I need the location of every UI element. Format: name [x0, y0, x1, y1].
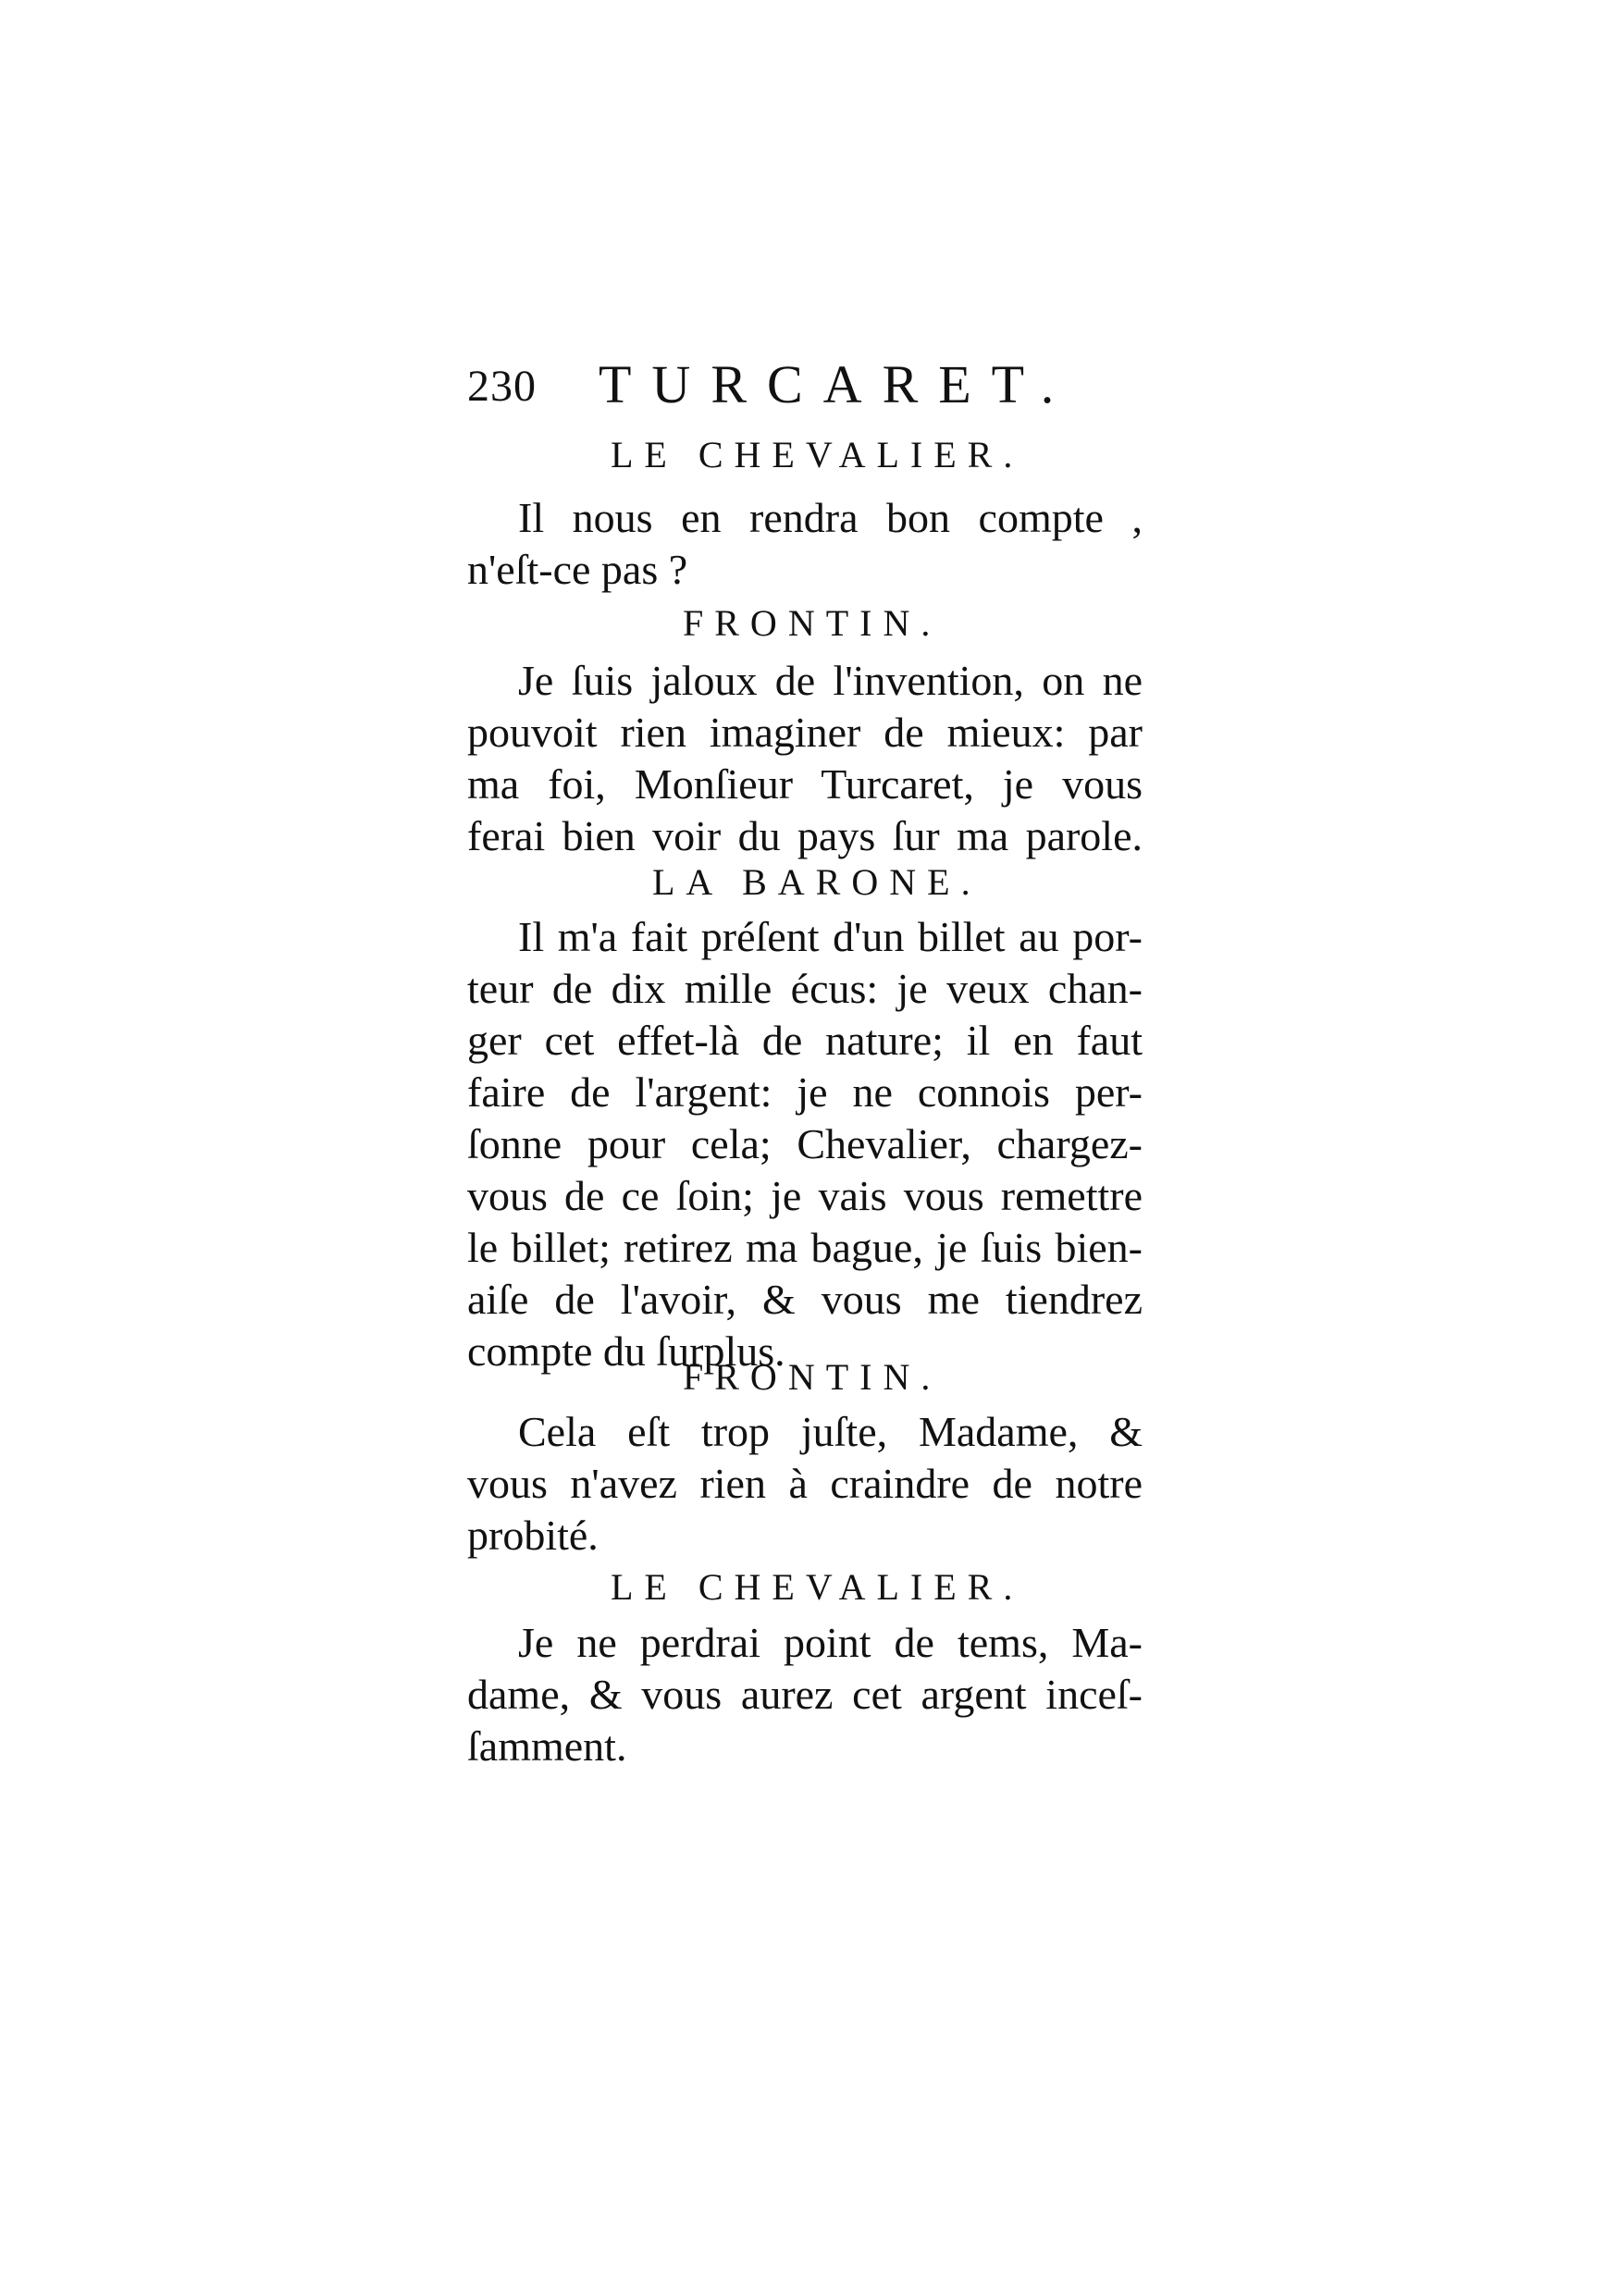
speech-block — [467, 1406, 1143, 1562]
speaker-heading: LA BARONE. — [652, 861, 982, 903]
speech-line: Je ſuis jaloux de l'invention, on ne — [518, 657, 1143, 704]
page-header — [467, 353, 1075, 427]
speech-line: faire de l'argent: je ne connois per- — [467, 1068, 1143, 1116]
speaker-heading: FRONTIN. — [683, 602, 942, 644]
speech-block — [467, 655, 1143, 862]
speech-line: ferai bien voir du pays ſur ma parole. — [467, 812, 1143, 859]
speech-line: teur de dix mille écus: je veux chan- — [467, 965, 1143, 1012]
speaker-heading: LE CHEVALIER. — [611, 1566, 1024, 1608]
speech-block — [467, 492, 1143, 596]
speech-line: pouvoit rien imaginer de mieux: par — [467, 709, 1143, 756]
running-title: TURCARET. — [599, 354, 1075, 414]
speech-line: Cela eſt trop juſte, Madame, & — [518, 1408, 1143, 1455]
speech-line: vous de ce ſoin; je vais vous remettre — [467, 1172, 1143, 1219]
page-number: 230 — [467, 362, 537, 411]
speech-block — [467, 1617, 1143, 1772]
speaker-heading: LE CHEVALIER. — [611, 434, 1024, 475]
speech-line: Il m'a fait préſent d'un billet au por- — [518, 913, 1143, 960]
speech-line: Il nous en rendra bon compte , — [518, 494, 1143, 541]
speech-line: probité. — [467, 1512, 599, 1559]
speaker-heading: FRONTIN. — [683, 1356, 942, 1398]
speech-line: Je ne perdrai point de tems, Ma- — [518, 1619, 1143, 1666]
speech-line: aiſe de l'avoir, & vous me tiendrez — [467, 1276, 1143, 1323]
speech-line: ſonne pour cela; Chevalier, chargez- — [467, 1120, 1143, 1167]
speech-line: dame, & vous aurez cet argent inceſ- — [467, 1671, 1143, 1718]
speech-line: le billet; retirez ma bague, je ſuis bien- — [467, 1224, 1143, 1271]
speech-block — [467, 911, 1143, 1377]
speech-line: vous n'avez rien à craindre de notre — [467, 1460, 1143, 1507]
speech-line: ma foi, Monſieur Turcaret, je vous — [467, 760, 1143, 808]
speech-line: ſamment. — [467, 1722, 627, 1770]
speech-line: compte du ſurplus. — [467, 1327, 785, 1375]
speech-line: ger cet effet-là de nature; il en faut — [467, 1017, 1143, 1064]
speech-line: n'eſt-ce pas ? — [467, 546, 688, 593]
